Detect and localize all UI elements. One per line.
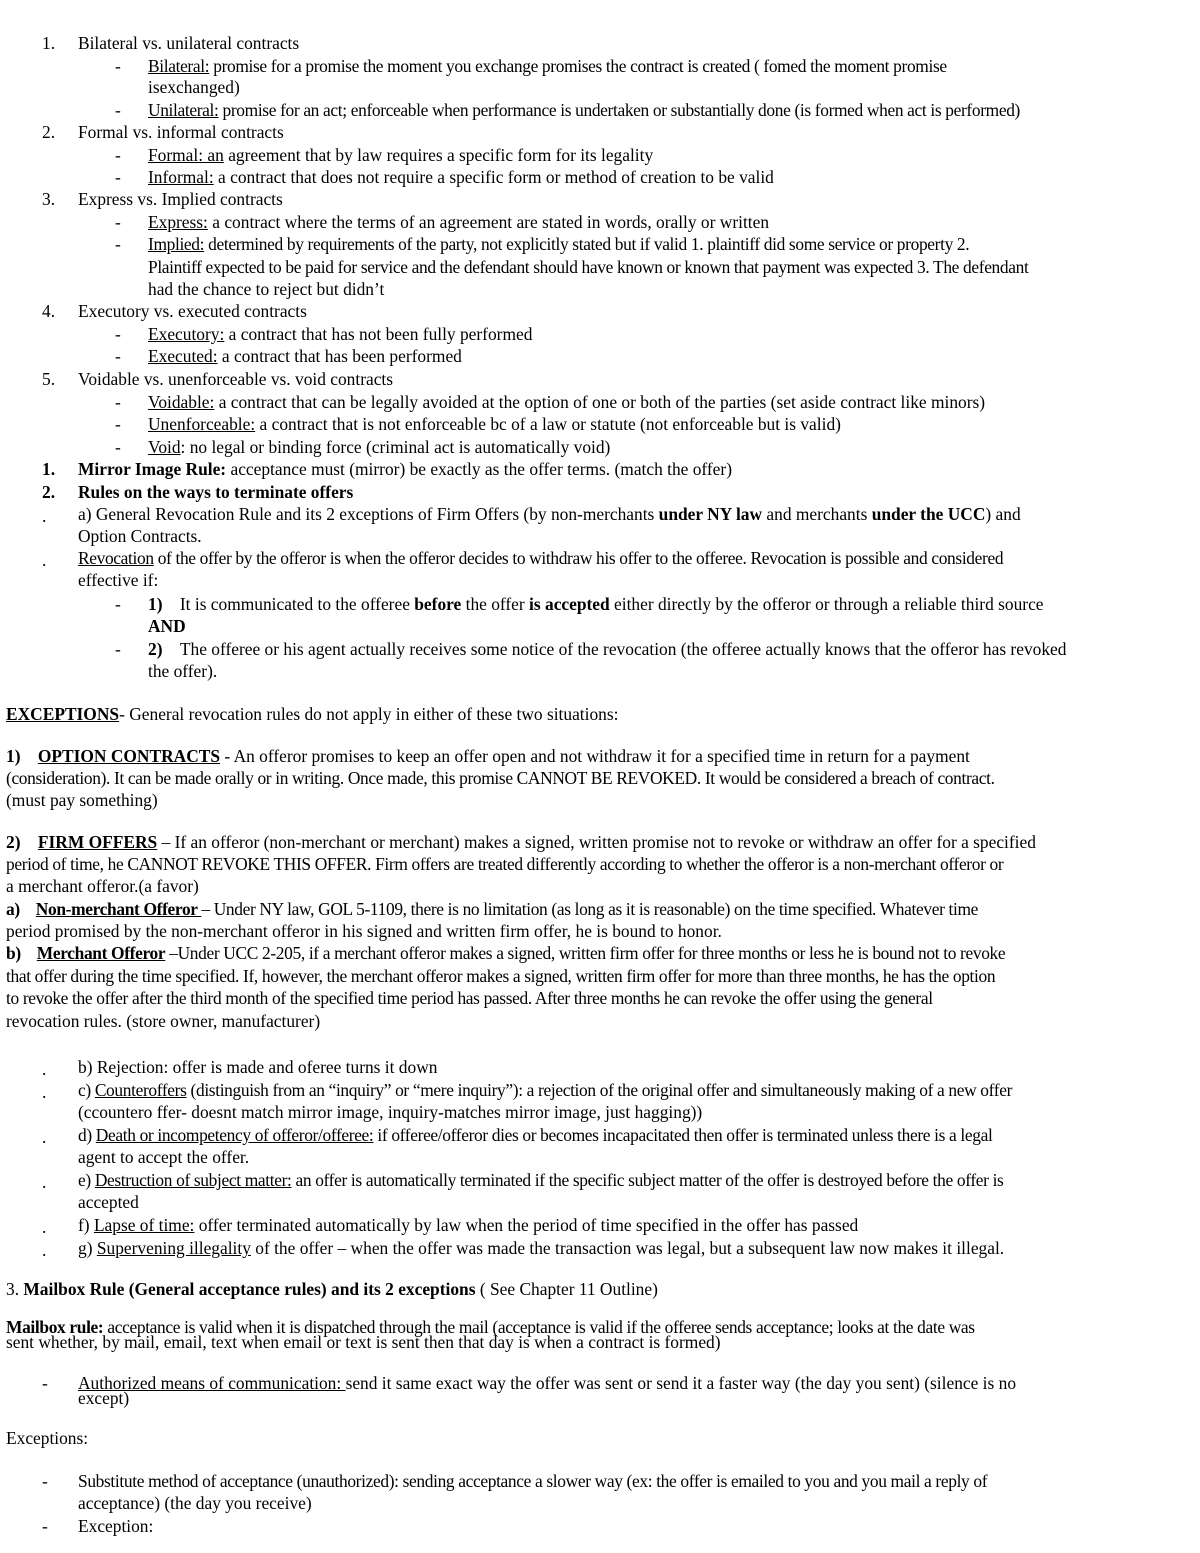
definition-void: Void: no legal or binding force (criminal act is automatically void) [148,437,611,457]
revocation-definition-cont: effective if: [78,570,159,590]
termination-death: d) Death or incompetency of offeror/offeree: if offeree/offeror dies or becomes incapacitated then offer is terminated unless there is a legal [78,1125,993,1145]
revocation-definition: Revocation of the offer by the offeror is when the offeror decides to withdraw his offer to the offeree. Revocation is possible and considered [78,548,1004,568]
substitute-method-cont: acceptance) (the day you receive) [78,1493,312,1513]
definition-bilateral: Bilateral: promise for a promise the moment you exchange promises the contract is created ( fomed the moment promise [148,56,947,76]
definition-implied-cont: Plaintiff expected to be paid for service and the defendant should have known or known that payment was expected 3. The defendant [148,257,1029,277]
heading-bilateral-unilateral: Bilateral vs. unilateral contracts [78,33,300,53]
firm-offers-cont: period of time, he CANNOT REVOKE THIS OFFER. Firm offers are treated differently according to whether the offeror is a non-merchant offeror or [6,854,1004,874]
authorized-means: Authorized means of communication: send it same exact way the offer was sent or send it a faster way (the day you sent) (silence is no [78,1373,1017,1393]
termination-lapse: f) Lapse of time: offer terminated automatically by law when the period of time specified in the offer has passed [78,1215,859,1235]
bullet-dot: . [42,1240,47,1260]
bullet-dash: - [115,234,121,254]
list-number: 1. [42,459,56,479]
definition-implied: Implied: determined by requirements of the party, not explicitly stated but if valid 1. plaintiff did some service or property 2. [148,234,970,254]
definition-unilateral: Unilateral: promise for an act; enforceable when performance is undertaken or substantially done (is formed when act is performed) [148,100,1020,120]
termination-destruction: e) Destruction of subject matter: an offer is automatically terminated if the specific subject matter of the offer is destroyed before the offer is [78,1170,1004,1190]
revocation-rule-a-cont: Option Contracts. [78,526,202,546]
list-number: 2. [42,122,56,142]
bullet-dot: . [42,550,47,570]
bullet-dash: - [115,324,121,344]
termination-counteroffers: c) Counteroffers (distinguish from an “inquiry” or “mere inquiry”): a rejection of the original offer and simultaneously making of a new offer [78,1080,1013,1100]
bullet-dash: - [42,1373,48,1393]
list-number: 5. [42,369,56,389]
definition-informal: Informal: a contract that does not require a specific form or method of creation to be valid [148,167,774,187]
termination-death-cont: agent to accept the offer. [78,1147,250,1167]
authorized-means-cont: except) [78,1388,130,1408]
bullet-dash: - [115,346,121,366]
bullet-dash: - [115,594,121,614]
definition-express: Express: a contract where the terms of an agreement are stated in words, orally or written [148,212,770,232]
termination-illegality: g) Supervening illegality of the offer – when the offer was made the transaction was legal, but a subsequent law now makes it illegal. [78,1238,1005,1258]
bullet-dot: . [42,1082,47,1102]
bullet-dash: - [115,414,121,434]
heading-formal-informal: Formal vs. informal contracts [78,122,284,142]
bullet-dash: - [115,167,121,187]
bullet-dash: - [115,392,121,412]
heading-express-implied: Express vs. Implied contracts [78,189,283,209]
list-number: 2. [42,482,56,502]
bullet-dash: - [115,639,121,659]
definition-unenforceable: Unenforceable: a contract that is not enforceable bc of a law or statute (not enforceable but is valid) [148,414,841,434]
exceptions-heading: EXCEPTIONS- General revocation rules do not apply in either of these two situations: [6,704,619,724]
termination-rejection: b) Rejection: offer is made and oferee turns it down [78,1057,438,1077]
firm-offers: 2) FIRM OFFERS – If an offeror (non-merchant or merchant) makes a signed, written promise not to revoke or withdraw an offer for a specified [6,832,1036,852]
exceptions-label: Exceptions: [6,1428,89,1448]
bullet-dot: . [42,506,47,526]
bullet-dash: - [115,100,121,120]
firm-offers-cont: a merchant offeror.(a favor) [6,876,199,896]
bullet-dash: - [115,56,121,76]
revocation-rule-a: a) General Revocation Rule and its 2 exceptions of Firm Offers (by non-merchants under NY law and merchants under the UCC) and [78,504,1021,524]
exception-line: Exception: [78,1516,154,1536]
merchant-offeror-cont: that offer during the time specified. If, however, the merchant offeror makes a signed, written firm offer for more than three months, he has the option [6,966,996,986]
bullet-dash: - [115,145,121,165]
definition-implied-cont: had the chance to reject but didn’t [148,279,385,299]
heading-voidable-void: Voidable vs. unenforceable vs. void contracts [78,369,394,389]
non-merchant-offeror: a) Non-merchant Offeror – Under NY law, GOL 5-1109, there is no limitation (as long as it is reasonable) on the time specified. Whatever time [6,899,979,919]
revocation-condition-2: 2) The offeree or his agent actually receives some notice of the revocation (the offeree actually knows that the offeror has revoked [148,639,1067,659]
bullet-dot: . [42,1172,47,1192]
mailbox-heading: 3. Mailbox Rule (General acceptance rules) and its 2 exceptions ( See Chapter 11 Outline) [6,1279,658,1299]
mailbox-rule: Mailbox rule: acceptance is valid when it is dispatched through the mail (acceptance is valid if the offeree sends acceptance; looks at the date was [6,1317,975,1337]
revocation-condition-2-cont: the offer). [148,661,218,681]
substitute-method: Substitute method of acceptance (unauthorized): sending acceptance a slower way (ex: the offer is emailed to you and you mail a reply of [78,1471,988,1491]
mirror-image-rule: Mirror Image Rule: acceptance must (mirror) be exactly as the offer terms. (match the offer) [78,459,732,479]
bullet-dot: . [42,1217,47,1237]
definition-formal: Formal: an agreement that by law requires a specific form for its legality [148,145,654,165]
bullet-dash: - [42,1471,48,1491]
non-merchant-offeror-cont: period promised by the non-merchant offeror in his signed and written firm offer, he is bound to honor. [6,921,722,941]
bullet-dot: . [42,1127,47,1147]
option-contracts-cont: (consideration). It can be made orally or in writing. Once made, this promise CANNOT BE REVOKED. It would be considered a breach of contract. [6,768,995,788]
bullet-dash: - [42,1516,48,1536]
merchant-offeror-cont: revocation rules. (store owner, manufacturer) [6,1011,321,1031]
revocation-and: AND [148,616,186,636]
merchant-offeror-cont: to revoke the offer after the third month of the specified time period has passed. After three months he can revoke the offer using the general [6,988,933,1008]
option-contracts: 1) OPTION CONTRACTS - An offeror promises to keep an offer open and not withdraw it for a specified time in return for a payment [6,746,970,766]
merchant-offeror: b) Merchant Offeror –Under UCC 2-205, if a merchant offeror makes a signed, written firm offer for three months or less he is bound not to revoke [6,943,1006,963]
definition-voidable: Voidable: a contract that can be legally avoided at the option of one or both of the parties (set aside contract like minors) [148,392,986,412]
bullet-dash: - [115,437,121,457]
heading-executory-executed: Executory vs. executed contracts [78,301,307,321]
option-contracts-cont: (must pay something) [6,790,158,810]
bullet-dash: - [115,212,121,232]
definition-executory: Executory: a contract that has not been fully performed [148,324,533,344]
mailbox-rule-cont: sent whether, by mail, email, text when email or text is sent then that day is when a contract is formed) [6,1332,721,1352]
definition-executed: Executed: a contract that has been performed [148,346,462,366]
list-number: 3. [42,189,56,209]
termination-destruction-cont: accepted [78,1192,139,1212]
definition-bilateral-cont: isexchanged) [148,77,240,97]
heading-terminate-offers: Rules on the ways to terminate offers [78,482,354,502]
revocation-condition-1: 1) It is communicated to the offeree before the offer is accepted either directly by the offeror or through a reliable third source [148,594,1044,614]
bullet-dot: . [42,1059,47,1079]
termination-counteroffers-cont: (ccountero ffer- doesnt match mirror image, inquiry-matches mirror image, just hagging)) [78,1102,703,1122]
list-number: 1. [42,33,56,53]
list-number: 4. [42,301,56,321]
